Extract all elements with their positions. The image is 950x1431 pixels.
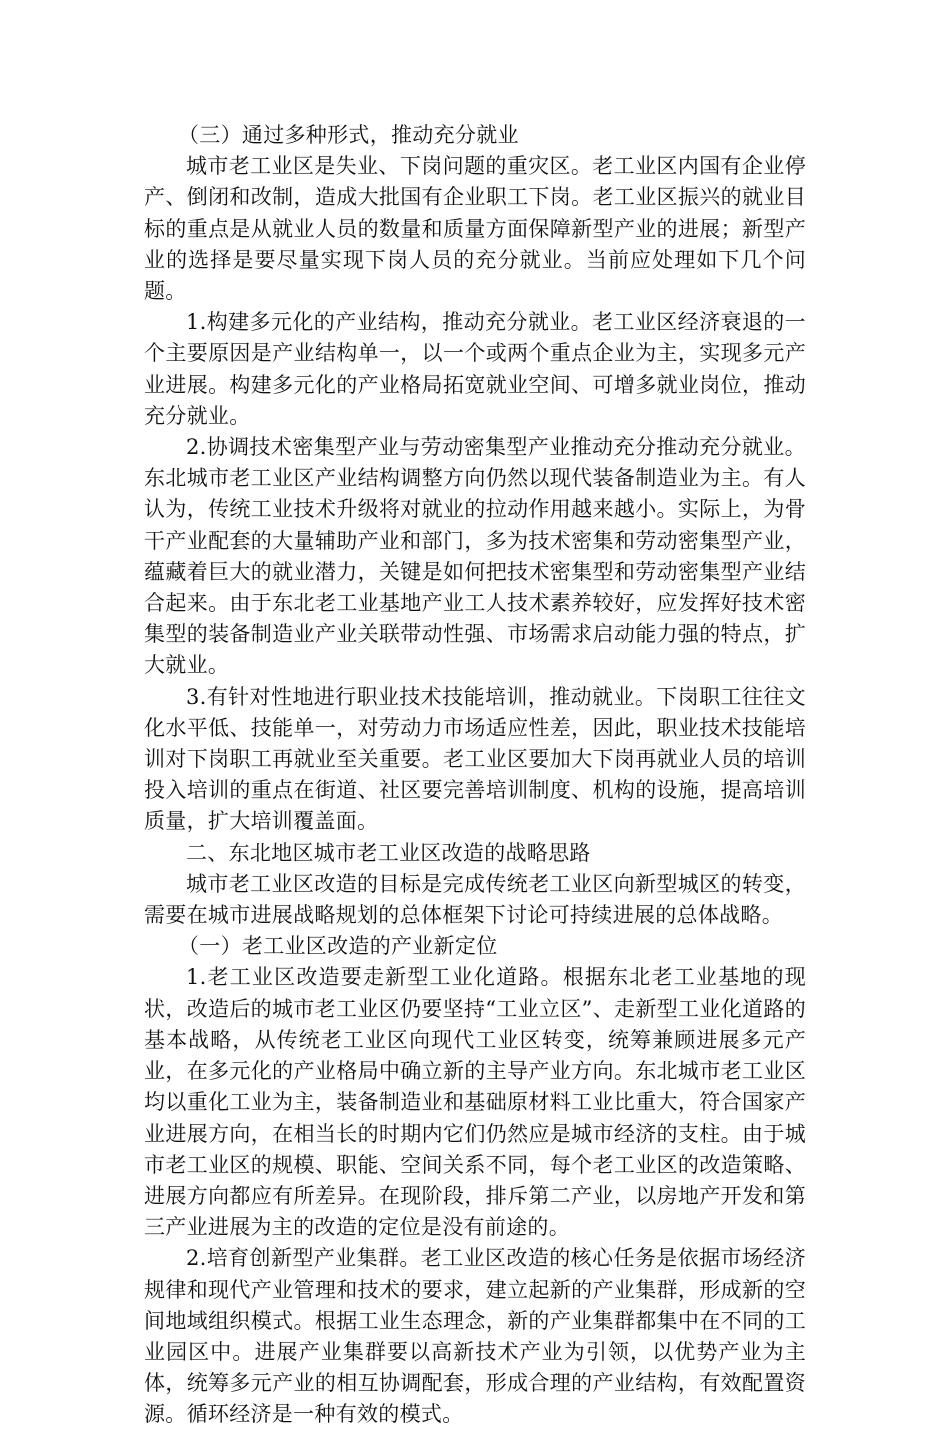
subsection-heading-positioning: （一）老工业区改造的产业新定位: [178, 934, 498, 959]
paragraph-strategy-intro: 城市老工业区改造的目标是完成传统老工业区向新型城区的转变，需要在城市进展战略规划的总体框架下讨论可持续进展的总体战略。: [144, 871, 806, 928]
paragraph-intro: 城市老工业区是失业、下岗问题的重灾区。老工业区内国有企业停产、倒闭和改制，造成大批国有企业职工下岗。老工业区振兴的就业目标的重点是从就业人员的数量和质量方面保障新型产业的进展；新型产业的选择是要尽量实现下岗人员的充分就业。当前应处理如下几个问题。: [144, 154, 806, 304]
paragraph-item-1: 1.构建多元化的产业结构，推动充分就业。老工业区经济衰退的一个主要原因是产业结构单一，以一个或两个重点企业为主，实现多元产业进展。构建多元化的产业格局拓宽就业空间、可增多就业岗位，推动充分就业。: [144, 310, 806, 428]
paragraph-item-3: 3.有针对性地进行职业技术技能培训，推动就业。下岗职工往往文化水平低、技能单一，对劳动力市场适应性差，因此，职业技术技能培训对下岗职工再就业至关重要。老工业区要加大下岗再就业人员的培训投入培训的重点在街道、社区要完善培训制度、机构的设施，提高培训质量，扩大培训覆盖面。: [144, 684, 806, 834]
paragraph-positioning-1: 1.老工业区改造要走新型工业化道路。根据东北老工业基地的现状，改造后的城市老工业区仍要坚持“工业立区”、走新型工业化道路的基本战略，从传统老工业区向现代工业区转变，统筹兼顾进展多元产业，在多元化的产业格局中确立新的主导产业方向。东北城市老工业区均以重化工业为主，装备制造业和基础原材料工业比重大，符合国家产业进展方向，在相当长的时期内它们仍然应是城市经济的支柱。由于城市老工业区的规模、职能、空间关系不同，每个老工业区的改造策略、进展方向都应有所差异。在现阶段，排斥第二产业，以房地产开发和第三产业进展为主的改造的定位是没有前途的。: [144, 965, 806, 1240]
paragraph-positioning-2: 2.培育创新型产业集群。老工业区改造的核心任务是依据市场经济规律和现代产业管理和技术的要求，建立起新的产业集群，形成新的空间地域组织模式。根据工业生态理念，新的产业集群都集中在不同的工业园区中。进展产业集群要以高新技术产业为引领，以优势产业为主体，统筹多元产业的相互协调配套，形成合理的产业结构，有效配置资源。循环经济是一种有效的模式。: [144, 1246, 806, 1427]
paragraph-item-2: 2.协调技术密集型产业与劳动密集型产业推动充分推动充分就业。东北城市老工业区产业结构调整方向仍然以现代装备制造业为主。有人认为，传统工业技术升级将对就业的拉动作用越来越小。实际上，为骨干产业配套的大量辅助产业和部门，多为技术密集和劳动密集型产业，蕴藏着巨大的就业潜力，关键是如何把技术密集型和劳动密集型产业结合起来。由于东北老工业基地产业工人技术素养较好，应发挥好技术密集型的装备制造业产业关联带动性强、市场需求启动能力强的特点，扩大就业。: [144, 435, 806, 678]
section-heading-employment: （三）通过多种形式，推动充分就业: [178, 123, 519, 147]
document-page: [144, 120, 806, 1431]
section-heading-strategy: 二、东北地区城市老工业区改造的战略思路: [186, 840, 591, 865]
